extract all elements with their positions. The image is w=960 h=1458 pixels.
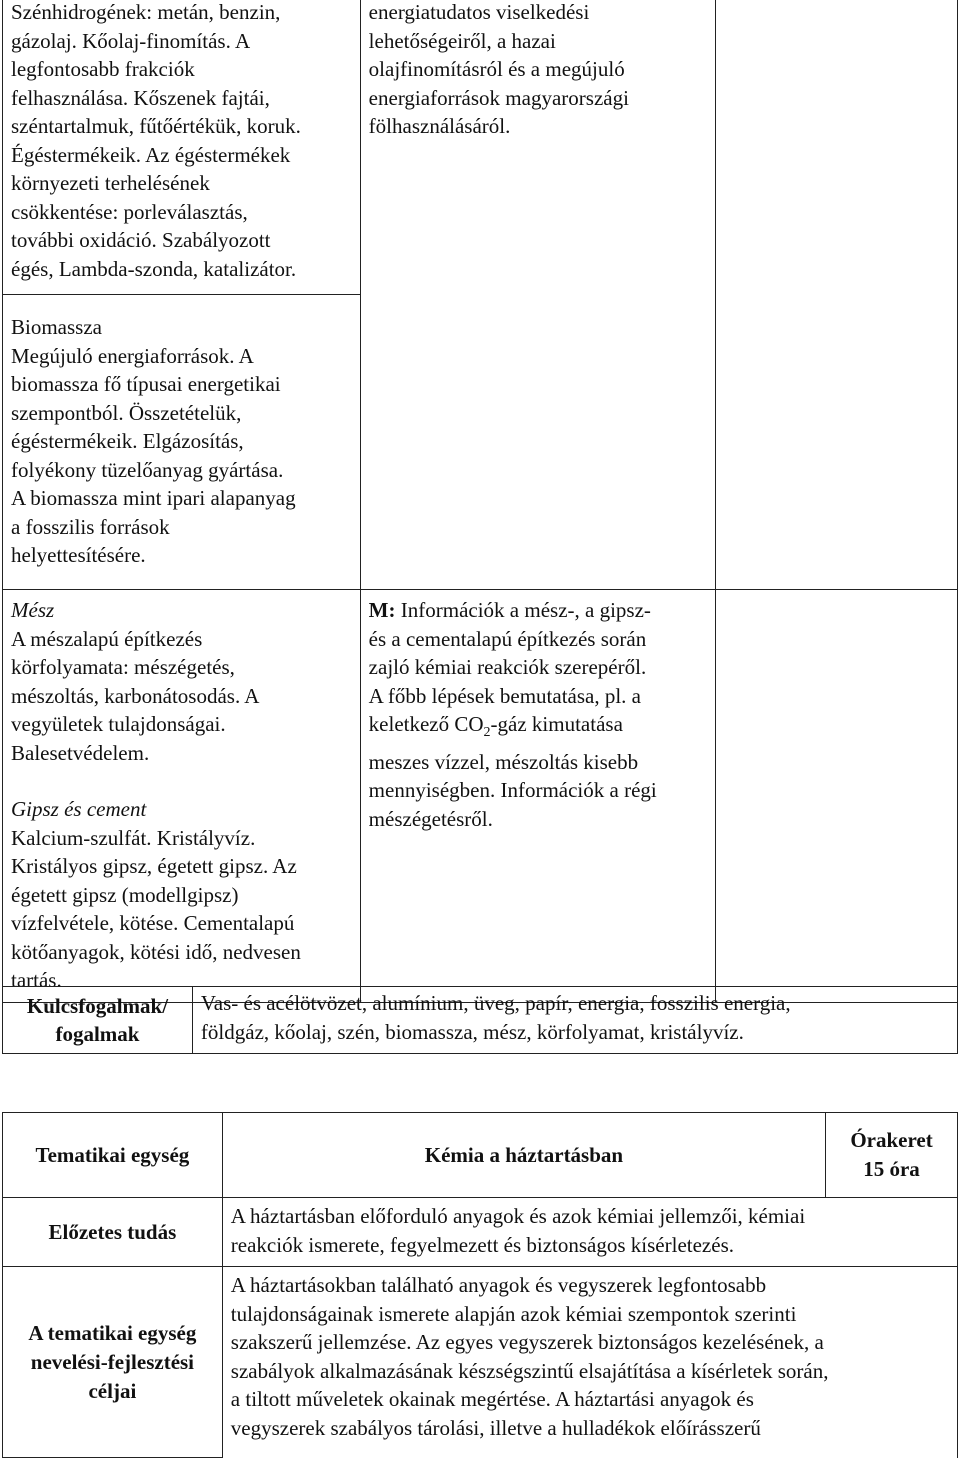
cell-connections-1 [716,0,958,590]
row-szenhidrogenek [3,0,958,295]
text-line: Balesetvédelem. [11,740,150,765]
label-line: fogalmak [55,1022,140,1046]
text-line: biomassza fő típusai energetikai [11,372,281,396]
text-line [369,596,708,625]
text-line: égetett gipsz (modellgipsz) [11,882,239,907]
text-line: Szénhidrogének: metán, benzin, [11,0,281,24]
kulcsfogalmak-label [3,987,193,1054]
label-line: céljai [88,1378,137,1403]
text-line: széntartalmuk, fűtőértékük, koruk. [11,114,301,138]
text-line: reakciók ismerete, fegyelmezett és biztonságos kísérletezés. [230,1232,734,1257]
text-line: legfontosabb frakciók [11,57,195,81]
text-line: A háztartásokban található anyagok és vegyszerek legfontosabb [230,1273,767,1297]
text-line: szempontból. Összetételük, [11,400,242,425]
text-line: energiatudatos viselkedési [368,0,590,24]
text-span: keletkező CO [368,712,484,736]
text-line: olajfinomításról és a megújuló [368,57,625,81]
text-line: meszes vízzel, mészoltás kisebb [368,749,639,774]
text-span: -gáz kimutatása [490,712,623,736]
cell-connections-2 [716,590,958,1003]
biomassza-title: Biomassza [11,315,102,339]
mesz-activities-text [369,596,708,833]
text-line: A főbb lépések bemutatása, pl. a [368,683,642,708]
activity-prefix: M: [368,598,396,622]
orakeret-label: Órakeret [850,1128,933,1152]
text-line: zajló kémiai reakciók szerepéről. [368,655,647,679]
elozetes-label: Előzetes tudás [3,1198,223,1267]
row-elozetes-tudas [3,1198,958,1267]
text-line: felhasználása. Kőszenek fajtái, [11,85,270,110]
text-line: Vas- és acélötvözet, alumínium, üveg, papír, energia, fosszilis energia, [200,991,791,1015]
celjai-value [222,1267,957,1458]
tematikai-table [2,1112,958,1458]
row-kulcsfogalmak [3,987,958,1054]
text-line: folyékony tüzelőanyag gyártása. [11,457,284,482]
energia-activities-text [369,0,708,141]
orakeret-value: 15 óra [863,1157,920,1181]
text-line: Kalcium-szulfát. Kristályvíz. [11,825,256,850]
text-line: vegyszerek szabályos tárolási, illetve a hulladékok előírásszerű [230,1415,761,1440]
text-line: mészégetésről. [368,806,493,831]
text-line: szakszerű jellemzése. Az egyes vegyszerek biztonságos kezelésének, a [230,1330,824,1354]
elozetes-value [222,1198,957,1267]
text-line: tartás. [11,968,62,992]
cell-mesz-activities [360,590,716,1003]
text-span: Információk a mész-, a gipsz- [395,598,651,622]
text-line: csökkentése: porleválasztás, [11,199,248,224]
kulcsfogalmak-value [192,987,957,1054]
label-line: A tematikai egység [28,1320,197,1345]
subscript: 2 [483,725,491,741]
row-tematikai-egyseg [3,1113,958,1198]
text-line: körfolyamata: mészégetés, [11,655,235,679]
biomassza-text [11,313,352,570]
curriculum-table [2,0,958,1003]
text-line: a tiltott műveletek okainak megértése. A háztartási anyagok és [230,1387,754,1411]
row-mesz [3,590,958,1003]
text-line: helyettesítésére. [11,543,146,567]
celjai-label [3,1267,223,1458]
text-line: környezeti terhelésének [11,171,210,195]
text-line: A biomassza mint ipari alapanyag [11,486,296,510]
text-line: földgáz, kőolaj, szén, biomassza, mész, körfolyamat, kristályvíz. [200,1019,744,1044]
row-celjai [3,1267,958,1458]
text-line: és a cementalapú építkezés során [368,626,647,651]
text-line: égéstermékeik. Elgázosítás, [11,429,244,453]
text-line: tulajdonságainak ismerete alapján azok kémiai szempontok szerinti [230,1301,797,1326]
cell-mesz-content [3,590,361,1003]
text-line: szabályok alkalmazásának készségszintű elsajátítása a kísérletek során, [230,1358,829,1383]
text-line: energiaforrások magyarországi [368,85,629,110]
kulcsfogalmak-table [2,986,958,1054]
text-line: fölhasználásáról. [368,114,511,138]
text-line: A mészalapú építkezés [11,626,203,651]
text-line: vegyületek tulajdonságai. [11,712,226,736]
text-line: vízfelvétele, kötése. Cementalapú [11,911,295,935]
text-line [369,710,708,748]
orakeret-cell [826,1113,958,1198]
gipsz-title: Gipsz és cement [11,797,147,821]
mesz-text [11,596,352,995]
text-line: mészoltás, karbonátosodás. A [11,683,260,708]
tematikai-label: Tematikai egység [3,1113,223,1198]
text-line: lehetőségeiről, a hazai [368,28,556,53]
text-line: további oxidáció. Szabályozott [11,228,271,252]
text-line: a fosszilis források [11,514,170,539]
szenhidrogenek-text [11,0,352,283]
cell-energia-activities [360,0,716,590]
text-line: Megújuló energiaforrások. A [11,343,254,368]
text-line: gázolaj. Kőolaj-finomítás. A [11,28,251,53]
cell-biomassza-content [3,295,361,590]
tematikai-value: Kémia a háztartásban [222,1113,825,1198]
text-line: A háztartásban előforduló anyagok és azok kémiai jellemzői, kémiai [230,1204,806,1228]
text-line: mennyiségben. Információk a régi [368,778,657,803]
text-line: Égéstermékeik. Az égéstermékek [11,142,291,167]
text-line: kötőanyagok, kötési idő, nedvesen [11,939,301,964]
text-line: égés, Lambda-szonda, katalizátor. [11,256,297,281]
mesz-title: Mész [11,598,55,622]
label-line: nevelési-fejlesztési [30,1349,195,1374]
cell-szenhidrogenek-content [3,0,361,295]
text-line: Kristályos gipsz, égetett gipsz. Az [11,854,297,878]
label-line: Kulcsfogalmak/ [26,994,169,1018]
